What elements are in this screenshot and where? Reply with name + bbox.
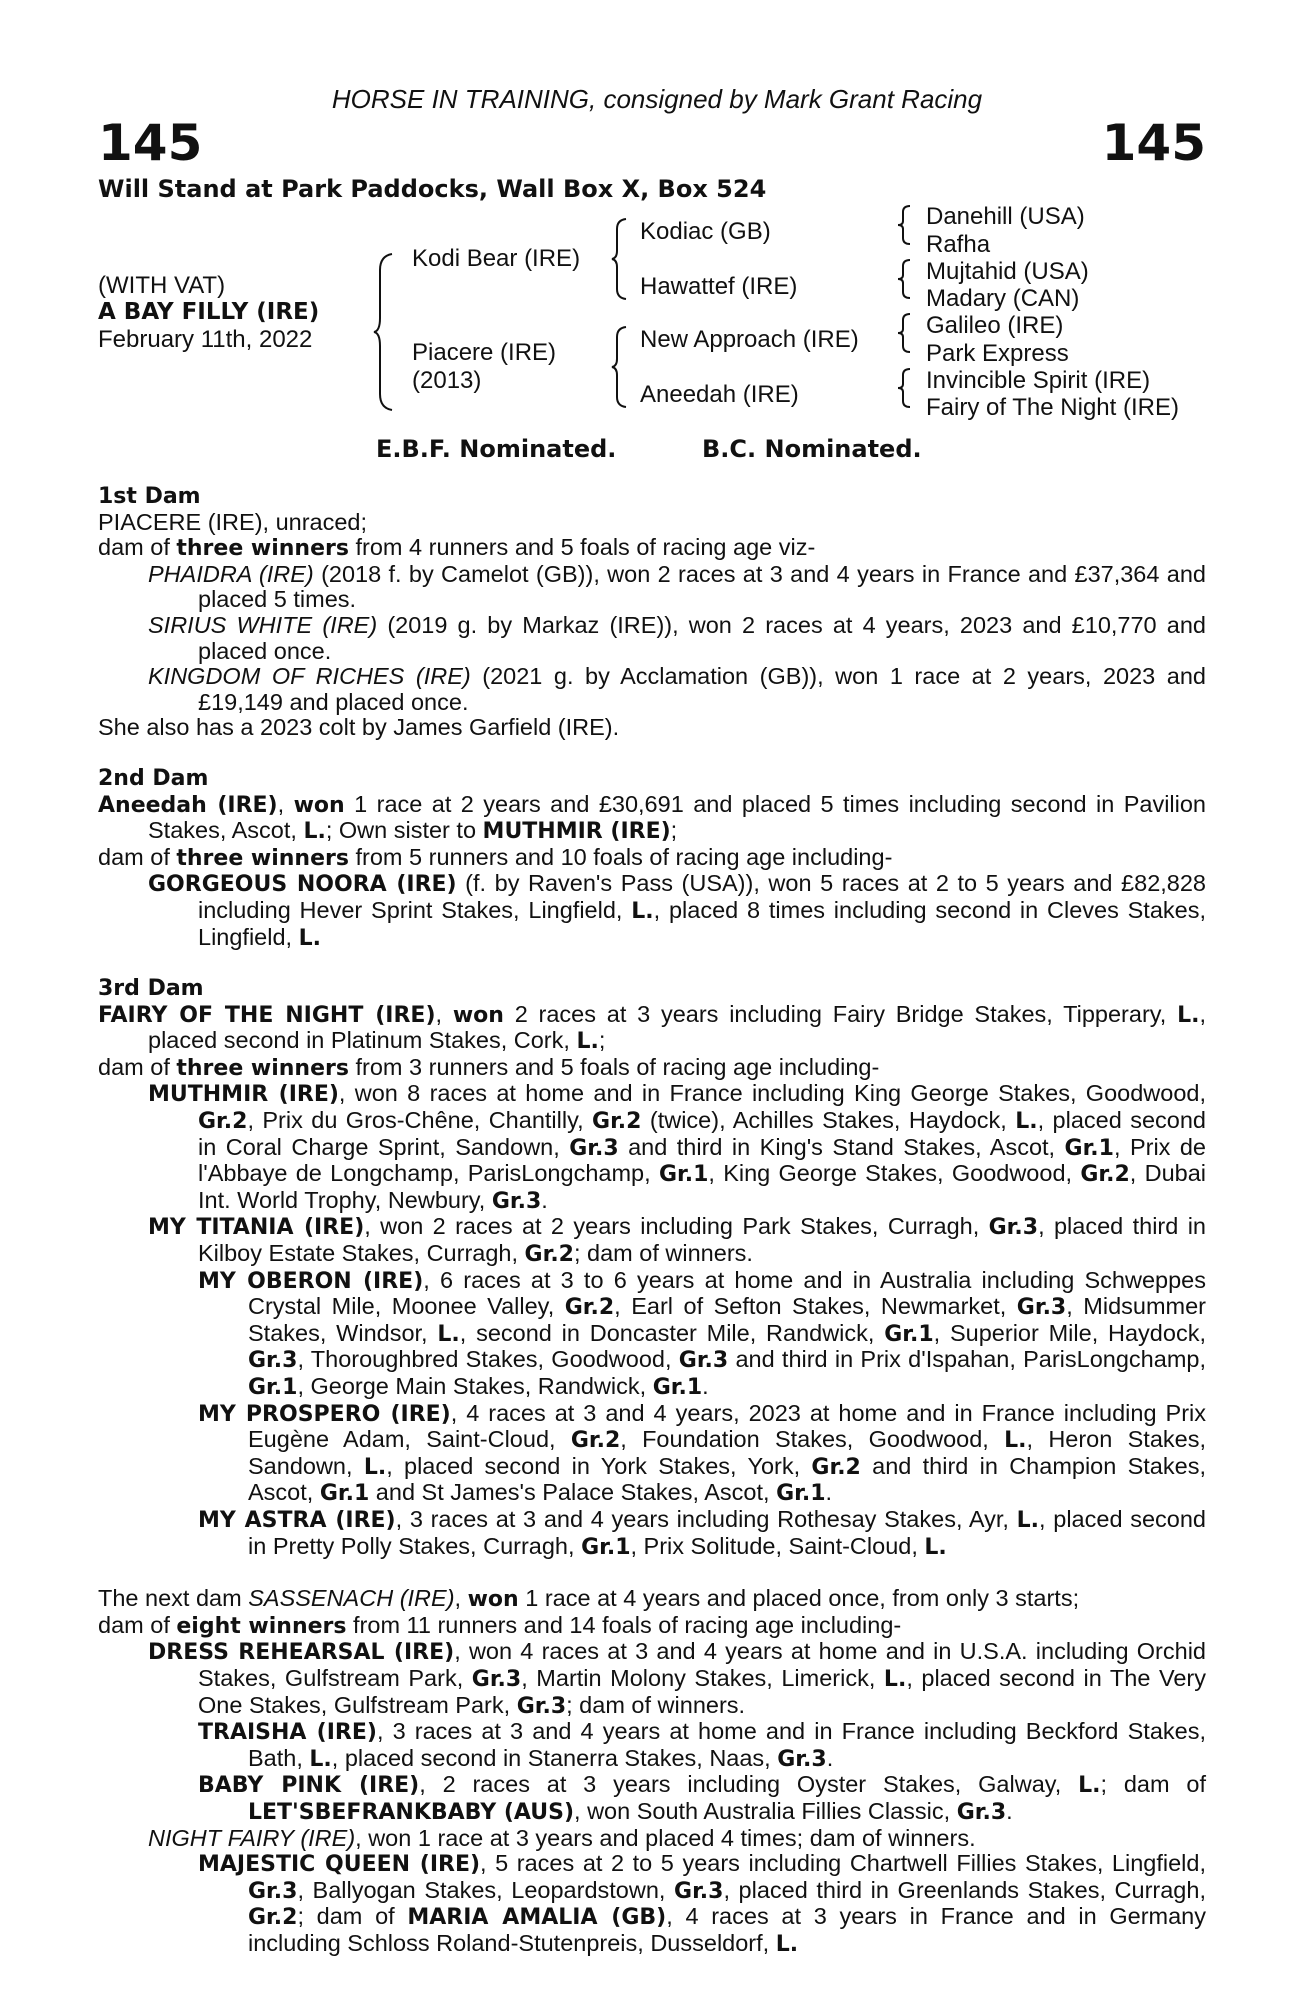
third-dam-record: FAIRY OF THE NIGHT (IRE), won 2 races at 3 years including Fairy Bridge Stakes, Tipperary, L., placed second in Platinum Stakes, Cork, L.; bbox=[98, 1000, 1206, 1055]
gen3-brace-3 bbox=[896, 312, 914, 354]
next-dam-produce-summary: dam of eight winners from 11 runners and 14 foals of racing age including- bbox=[98, 1611, 902, 1639]
progeny-my-titania: MY TITANIA (IRE), won 2 races at 2 years including Park Stakes, Curragh, Gr.3, placed third in Kilboy Estate Stakes, Curragh, Gr.2; dam of winners. bbox=[148, 1213, 1206, 1268]
horse-name: A BAY FILLY (IRE) bbox=[98, 299, 320, 325]
lot-number-right: 145 bbox=[1101, 114, 1206, 172]
sire-sire: Kodiac (GB) bbox=[640, 218, 771, 245]
first-dam-line: PIACERE (IRE), unraced; bbox=[98, 508, 368, 535]
gen3-fairy-of-the-night: Fairy of The Night (IRE) bbox=[926, 394, 1179, 421]
foaling-date: February 11th, 2022 bbox=[98, 326, 313, 353]
main-brace bbox=[372, 252, 396, 412]
second-dam-section bbox=[98, 766, 1206, 951]
gen3-brace-4 bbox=[896, 367, 914, 409]
gen3-madary: Madary (CAN) bbox=[926, 285, 1080, 312]
first-dam-produce-summary: dam of three winners from 4 runners and 5 foals of racing age viz- bbox=[98, 534, 816, 562]
first-dam-colt-note: She also has a 2023 colt by James Garfield (IRE). bbox=[98, 714, 620, 741]
dam-brace bbox=[610, 325, 630, 409]
first-dam-section bbox=[98, 484, 1206, 741]
dam-sire: New Approach (IRE) bbox=[640, 326, 859, 353]
next-dam-record: The next dam SASSENACH (IRE), won 1 race at 4 years and placed once, from only 3 starts; bbox=[98, 1585, 1080, 1613]
gen3-galileo: Galileo (IRE) bbox=[926, 312, 1064, 339]
lot-number-left: 145 bbox=[98, 114, 203, 172]
progeny-sirius-white: SIRIUS WHITE (IRE) (2019 g. by Markaz (IRE)), won 2 races at 4 years, 2023 and £10,770 and placed once. bbox=[148, 611, 1206, 664]
progeny-traisha: TRAISHA (IRE), 3 races at 3 and 4 years at home and in France including Beckford Stakes, Bath, L., placed second in Stanerra Stakes, Naas, Gr.3. bbox=[198, 1718, 1206, 1772]
progeny-night-fairy: NIGHT FAIRY (IRE), won 1 race at 3 years and placed 4 times; dam of winners. bbox=[148, 1824, 976, 1851]
consignor-line: HORSE IN TRAINING, consigned by Mark Grant Racing bbox=[331, 84, 983, 114]
bc-nomination: B.C. Nominated. bbox=[702, 435, 922, 463]
progeny-my-oberon: MY OBERON (IRE), 6 races at 3 to 6 years at home and in Australia including Schweppes Crystal Mile, Moonee Valley, Gr.2, Earl of Sefton Stakes, Newmarket, Gr.3, Midsummer Stakes, Windsor, L., second in Doncaster Mile, Randwick, Gr.1, Superior Mile, Haydock, Gr.3, Thoroughbred Stakes, Goodwood, Gr.3 and third in Prix d'Ispahan, ParisLongchamp, Gr.1, George Main Stakes, Randwick, Gr.1. bbox=[198, 1266, 1207, 1400]
first-dam-heading: 1st Dam bbox=[98, 484, 201, 509]
second-dam-record: Aneedah (IRE), won 1 race at 2 years and £30,691 and placed 5 times including second in Pavilion Stakes, Ascot, L.; Own sister to MUTHMIR (IRE); bbox=[98, 790, 1206, 845]
vat-note: (WITH VAT) bbox=[98, 272, 226, 299]
progeny-my-prospero: MY PROSPERO (IRE), 4 races at 3 and 4 years, 2023 at home and in France including Prix Eugène Adam, Saint-Cloud, Gr.2, Foundation Stakes, Goodwood, L., Heron Stakes, Sandown, L., placed second in York Stakes, York, Gr.2 and third in Champion Stakes, Ascot, Gr.1 and St James's Palace Stakes, Ascot, Gr.1. bbox=[198, 1399, 1206, 1507]
next-dam-section bbox=[98, 1586, 1206, 1957]
sire-name: Kodi Bear (IRE) bbox=[412, 245, 581, 272]
progeny-phaidra: PHAIDRA (IRE) (2018 f. by Camelot (GB)), won 2 races at 3 and 4 years in France and £37,364 and placed 5 times. bbox=[148, 560, 1206, 613]
gen3-brace-1 bbox=[896, 204, 914, 246]
dam-year: (2013) bbox=[412, 367, 482, 394]
gen3-danehill: Danehill (USA) bbox=[926, 203, 1085, 230]
progeny-dress-rehearsal: DRESS REHEARSAL (IRE), won 4 races at 3 and 4 years at home and in U.S.A. including Orchid Stakes, Gulfstream Park, Gr.3, Martin Molony Stakes, Limerick, L., placed second in The Very One Stakes, Gulfstream Park, Gr.3; dam of winners. bbox=[148, 1638, 1206, 1719]
third-dam-heading: 3rd Dam bbox=[98, 976, 204, 1002]
sire-dam: Hawattef (IRE) bbox=[640, 273, 798, 300]
progeny-my-astra: MY ASTRA (IRE), 3 races at 3 and 4 years including Rothesay Stakes, Ayr, L., placed second in Pretty Polly Stakes, Curragh, Gr.1, Prix Solitude, Saint-Cloud, L. bbox=[198, 1505, 1206, 1560]
stabling-location: Will Stand at Park Paddocks, Wall Box X, Box 524 bbox=[98, 175, 767, 203]
second-dam-produce-summary: dam of three winners from 5 runners and 10 foals of racing age including- bbox=[98, 843, 893, 871]
progeny-majestic-queen: MAJESTIC QUEEN (IRE), 5 races at 2 to 5 years including Chartwell Fillies Stakes, Lingfield, Gr.3, Ballyogan Stakes, Leopardstown, Gr.3, placed third in Greenlands Stakes, Curragh, Gr.2; dam of MARIA AMALIA (GB), 4 races at 3 years in France and in Germany including Schloss Roland-Stutenpreis, Dusseldorf, L. bbox=[198, 1850, 1207, 1957]
gen3-invincible-spirit: Invincible Spirit (IRE) bbox=[926, 367, 1151, 394]
progeny-baby-pink: BABY PINK (IRE), 2 races at 3 years including Oyster Stakes, Galway, L.; dam of LET'SBEFRANKBABY (AUS), won South Australia Fillies Classic, Gr.3. bbox=[198, 1771, 1206, 1825]
progeny-kingdom-of-riches: KINGDOM OF RICHES (IRE) (2021 g. by Acclamation (GB)), won 1 race at 2 years, 2023 and £19,149 and placed once. bbox=[148, 663, 1206, 715]
second-dam-heading: 2nd Dam bbox=[98, 765, 209, 791]
gen3-brace-2 bbox=[896, 258, 914, 300]
gen3-rafha: Rafha bbox=[926, 231, 991, 258]
pedigree-notes bbox=[98, 484, 1206, 1957]
sire-brace bbox=[610, 217, 630, 301]
dam-name: Piacere (IRE) bbox=[412, 339, 557, 366]
third-dam-produce-summary: dam of three winners from 3 runners and 5 foals of racing age including- bbox=[98, 1053, 880, 1081]
progeny-muthmir: MUTHMIR (IRE), won 8 races at home and in France including King George Stakes, Goodwood, Gr.2, Prix du Gros-Chêne, Chantilly, Gr.2 (twice), Achilles Stakes, Haydock, L., placed second in Coral Charge Sprint, Sandown, Gr.3 and third in King's Stand Stakes, Ascot, Gr.1, Prix de l'Abbaye de Longchamp, ParisLongchamp, Gr.1, King George Stakes, Goodwood, Gr.2, Dubai Int. World Trophy, Newbury, Gr.3. bbox=[148, 1080, 1207, 1214]
gen3-mujtahid: Mujtahid (USA) bbox=[926, 258, 1089, 285]
ebf-nomination: E.B.F. Nominated. bbox=[376, 435, 617, 463]
third-dam-section bbox=[98, 976, 1206, 1560]
gen3-park-express: Park Express bbox=[926, 340, 1069, 367]
dam-dam: Aneedah (IRE) bbox=[640, 381, 799, 408]
progeny-gorgeous-noora: GORGEOUS NOORA (IRE) (f. by Raven's Pass (USA)), won 5 races at 2 to 5 years and £82,828 including Hever Sprint Stakes, Lingfield, L., placed 8 times including second in Cleves Stakes, Lingfield, L. bbox=[148, 870, 1207, 951]
